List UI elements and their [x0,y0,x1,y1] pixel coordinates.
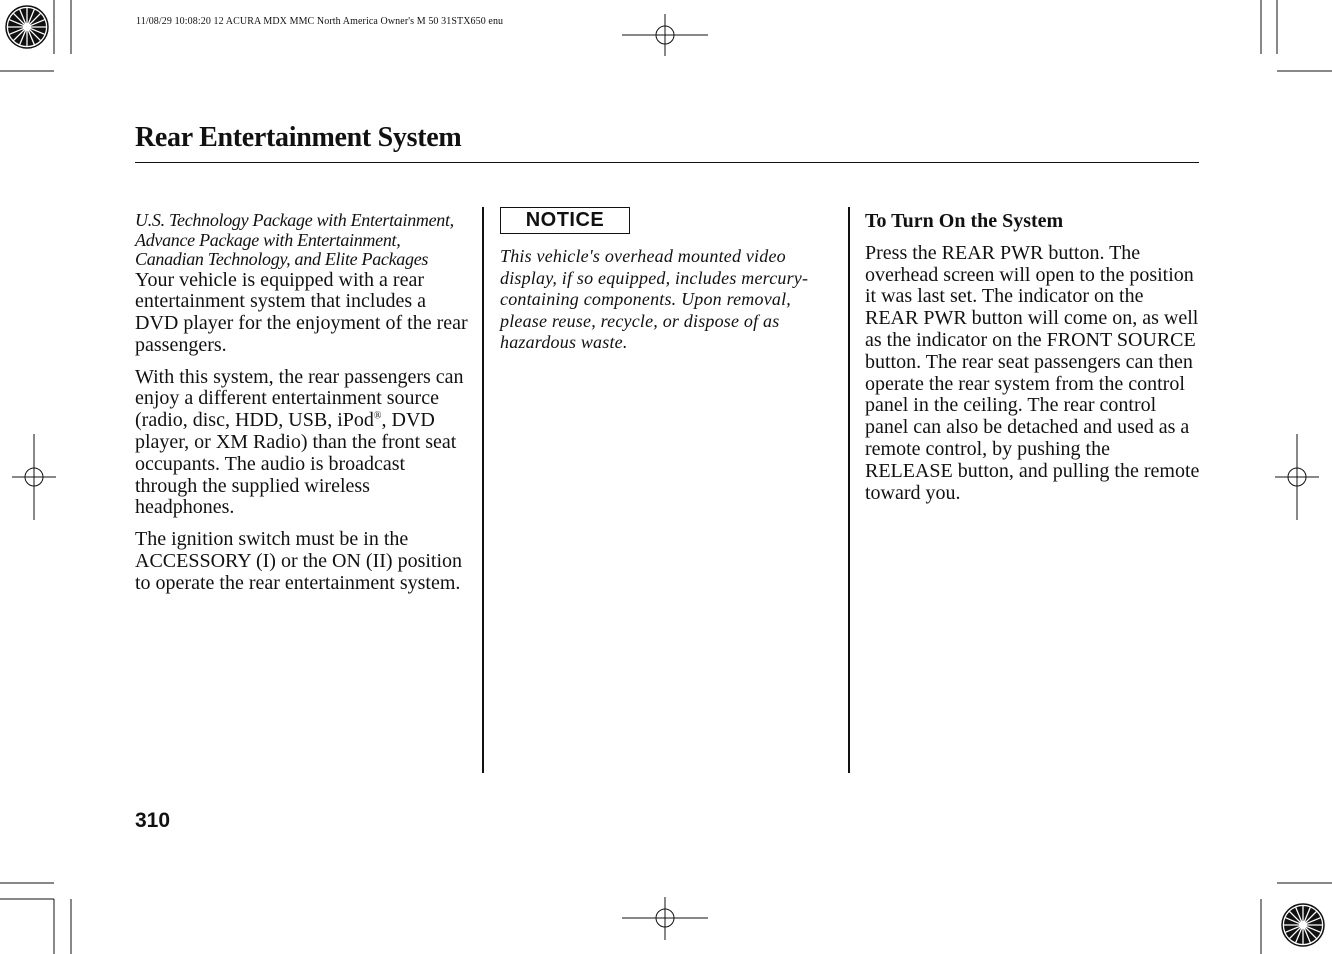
crop-mark-icon [0,883,71,954]
page-number: 310 [135,809,171,832]
crosshair-icon [1275,434,1319,520]
notice-label: NOTICE [525,208,605,231]
crosshair-icon [12,434,56,520]
registered-mark: ® [373,410,382,422]
paragraph-sources-part-1: With this system, the rear passengers can enjoy a different entertainment source (radio, disc, HDD, USB, iPod [135,365,464,432]
section-heading: To Turn On the System [865,210,1064,232]
paragraph-sources [135,367,470,520]
page-title: Rear Entertainment System [135,122,462,153]
crosshair-icon [622,14,708,56]
title-rule [135,162,1199,163]
paragraph-ignition: The ignition switch must be in the ACCESSORY (I) or the ON (II) position to operate the rear entertainment system. [135,528,463,594]
registration-mark-icon [1282,904,1324,946]
paragraph-sources-part-2: , DVD player, or XM Radio) than the front seat occupants. The audio is broadcast through the supplied wireless headphones. [135,409,457,519]
paragraph-turn-on: Press the REAR PWR button. The overhead screen will open to the position it was last set. The indicator on the REAR PWR button will come on, as well as the indicator on the FRONT SOURCE button. The rear seat passengers can then operate the rear system from the control panel in the ceiling. The rear control panel can also be detached and used as a remote control, by pushing the RELEASE button, and pulling the remote toward you. [865,241,1200,504]
column-divider [848,207,850,773]
column-notice [500,207,830,364]
notice-badge [500,207,630,234]
notice-text: This vehicle's overhead mounted video display, if so equipped, includes mercury-containing components. Upon removal, please reuse, recycle, or dispose of as hazardous waste. [500,246,809,353]
registration-mark-icon [6,6,48,48]
paragraph-intro: Your vehicle is equipped with a rear entertainment system that includes a DVD player for the enjoyment of the rear passengers. [135,268,468,356]
crop-mark-icon [1261,0,1332,71]
print-header: 11/08/29 10:08:20 12 ACURA MDX MMC North America Owner's M 50 31STX650 enu [136,16,504,27]
column-divider [482,207,484,773]
package-note: U.S. Technology Package with Entertainment, Advance Package with Entertainment, Canadian Technology, and Elite Packages [135,210,454,269]
column-turn-on [865,211,1200,514]
crosshair-icon [622,897,708,940]
column-intro [135,211,470,605]
